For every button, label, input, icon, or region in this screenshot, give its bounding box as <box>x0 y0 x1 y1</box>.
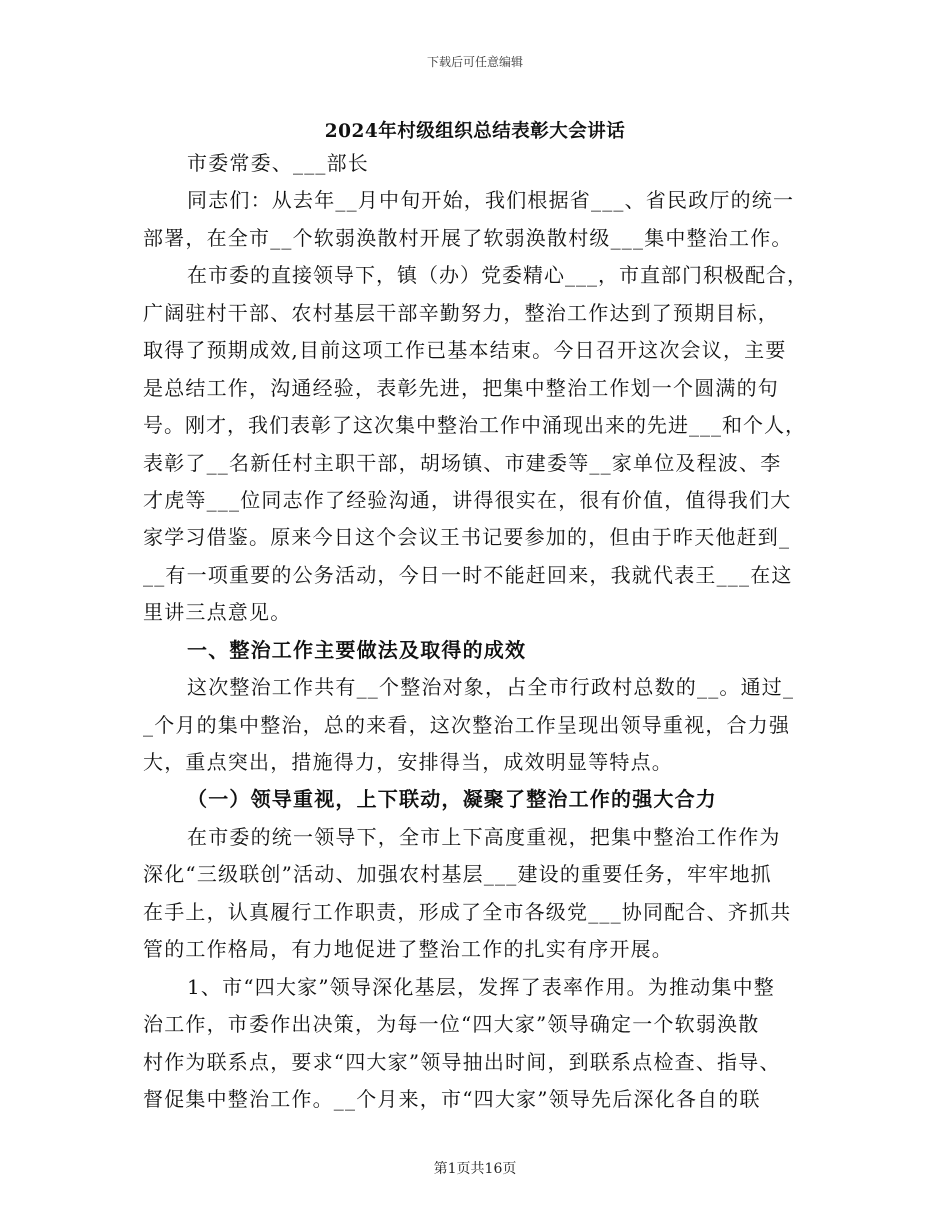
text-line: 是总结工作，沟通经验，表彰先进，把集中整治工作划一个圆满的句 <box>143 375 779 400</box>
text-line: 在市委的直接领导下，镇（办）党委精心___，市直部门积极配合， <box>187 263 808 288</box>
text-line: 在市委的统一领导下，全市上下高度重视，把集中整治工作作为 <box>187 824 781 849</box>
text-line: 深化“三级联创”活动、加强农村基层___建设的重要任务，牢牢地抓 <box>143 862 772 887</box>
text-line: 广阔驻村干部、农村基层干部辛勤努力，整治工作达到了预期目标， <box>143 300 779 325</box>
header-note: 下载后可任意编辑 <box>426 55 523 69</box>
page-footer: 第1页共16页 <box>433 1161 517 1177</box>
text-line: 部署，在全市__个软弱涣散村开展了软弱涣散村级___集中整治工作。 <box>143 225 793 250</box>
text-line: 1、市“四大家”领导深化基层，发挥了表率作用。为推动集中整 <box>187 974 775 999</box>
section-heading: 一、整治工作主要做法及取得的成效 <box>187 637 527 662</box>
section-heading: （一）领导重视，上下联动，凝聚了整治工作的强大合力 <box>187 787 717 812</box>
text-line: 表彰了__名新任村主职干部，胡场镇、市建委等__家单位及程波、李 <box>143 450 782 475</box>
text-line: 市委常委、___部长 <box>187 151 369 175</box>
text-line: 号。刚才，我们表彰了这次集中整治工作中涌现出来的先进___和个人， <box>143 413 806 438</box>
text-line: 这次整治工作共有__个整治对象，占全市行政村总数的__。通过_ <box>187 675 795 700</box>
text-line: 治工作，市委作出决策，为每一位“四大家”领导确定一个软弱涣散 <box>143 1012 760 1037</box>
text-line: __有一项重要的公务活动，今日一时不能赶回来，我就代表王___在这 <box>143 562 793 587</box>
text-line: 家学习借鉴。原来今日这个会议王书记要参加的，但由于昨天他赶到_ <box>143 525 791 550</box>
text-line: 同志们：从去年__月中旬开始，我们根据省___、省民政厅的统一 <box>187 188 795 213</box>
text-line: 取得了预期成效,目前这项工作已基本结束。今日召开这次会议，主要 <box>143 338 787 363</box>
text-line: 里讲三点意见。 <box>143 600 292 625</box>
text-line: 管的工作格局，有力地促进了整治工作的扎实有序开展。 <box>143 937 673 962</box>
document-body <box>143 150 808 1123</box>
text-line: 在手上，认真履行工作职责，形成了全市各级党___协同配合、齐抓共 <box>143 899 792 924</box>
text-line: 才虎等___位同志作了经验沟通，讲得很实在，很有价值，值得我们大 <box>143 487 792 512</box>
text-line: 督促集中整治工作。__个月来，市“四大家”领导先后深化各自的联 <box>143 1086 761 1111</box>
text-line: 村作为联系点，要求“四大家”领导抽出时间，到联系点检查、指导、 <box>143 1049 781 1074</box>
document-title: 2024年村级组织总结表彰大会讲话 <box>324 121 626 142</box>
text-line: 大，重点突出，措施得力，安排得当，成效明显等特点。 <box>143 750 673 774</box>
text-line: _个月的集中整治，总的来看，这次整治工作呈现出领导重视，合力强 <box>143 712 791 737</box>
